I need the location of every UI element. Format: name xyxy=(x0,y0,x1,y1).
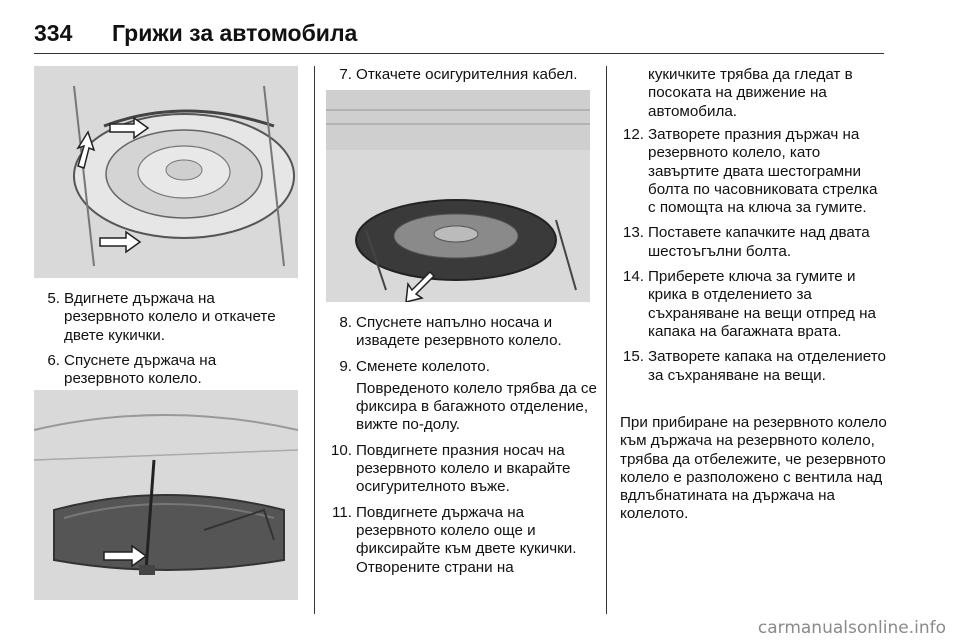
step-text: Приберете ключа за гумите и крика в отделението за съхраняване на вещи отпред на капака на багажната врата. xyxy=(648,268,876,340)
step-number: 9. xyxy=(339,357,352,375)
step-number: 12. xyxy=(622,126,644,143)
step-10 xyxy=(326,442,598,497)
step-text: Вдигнете държача на резервното колело и откачете двете кукички. xyxy=(64,290,276,344)
column-divider-1 xyxy=(314,66,315,614)
steps-list-col2 xyxy=(326,314,598,584)
illustration-spare-wheel-holder xyxy=(34,66,298,278)
step-number: 5. xyxy=(47,290,60,307)
column-divider-2 xyxy=(606,66,607,614)
illustration-lowering-holder xyxy=(34,390,298,600)
step-text: Откачете осигурителния кабел. xyxy=(356,66,578,83)
step-number: 14. xyxy=(622,268,644,286)
step-number: 7. xyxy=(339,66,352,83)
step-text: Сменете колелото. xyxy=(356,357,490,375)
step-number: 6. xyxy=(47,351,60,369)
steps-list-col3 xyxy=(618,126,888,392)
step-9 xyxy=(326,358,598,435)
step-number: 11. xyxy=(332,503,352,521)
step-subtext: Повреденото колело трябва да се фиксира в багажното отделение, вижте по-долу. xyxy=(356,379,597,434)
step-13 xyxy=(618,224,888,261)
step-14 xyxy=(618,268,888,341)
step-5 xyxy=(34,290,298,345)
storage-note-paragraph: При прибиране на резервното колело към държача на резервното колело, трябва да отбележите, че резервното колело е разположено с вентила над вдлъбнатината на държача на колелото. xyxy=(620,414,887,523)
step-text: Повдигнете държача на резервното колело още и фиксирайте към двете кукички. Отворените страни на xyxy=(356,503,577,576)
illustration-security-cable xyxy=(326,90,590,302)
watermark: carmanualsonline.info xyxy=(757,618,946,638)
step-7 xyxy=(326,66,598,84)
page-title: Грижи за автомобила xyxy=(112,20,358,46)
step-12 xyxy=(618,126,888,217)
step-number: 10. xyxy=(330,441,352,459)
step-text: Поставете капачките над двата шестоъгълни болта. xyxy=(648,224,870,260)
step-15 xyxy=(618,348,888,385)
page-number: 334 xyxy=(34,20,73,46)
step-8 xyxy=(326,314,598,351)
step-number: 13. xyxy=(622,224,644,242)
step-number: 15. xyxy=(622,348,644,366)
step-text: Повдигнете празния носач на резервното колело и вкарайте осигурителното въже. xyxy=(356,441,571,496)
step-11 xyxy=(326,504,598,577)
step-text: Затворете капака на отделението за съхраняване на вещи. xyxy=(648,348,886,384)
step-number: 8. xyxy=(339,314,352,331)
steps-list-col1 xyxy=(34,290,298,395)
step-text: Спуснете напълно носача и извадете резервното колело. xyxy=(356,314,562,350)
step-6 xyxy=(34,352,298,389)
step-11-continuation: кукичките трябва да гледат в посоката на движение на автомобила. xyxy=(648,66,853,120)
steps-list-col2-top xyxy=(326,66,598,91)
step-text: Затворете празния държач на резервното колело, като завъртите двата шестограмни болта по часовниковата стрелка с помощта на ключа за гумите. xyxy=(648,126,878,217)
step-text: Спуснете държача на резервното колело. xyxy=(64,351,217,388)
page-header xyxy=(34,14,884,54)
